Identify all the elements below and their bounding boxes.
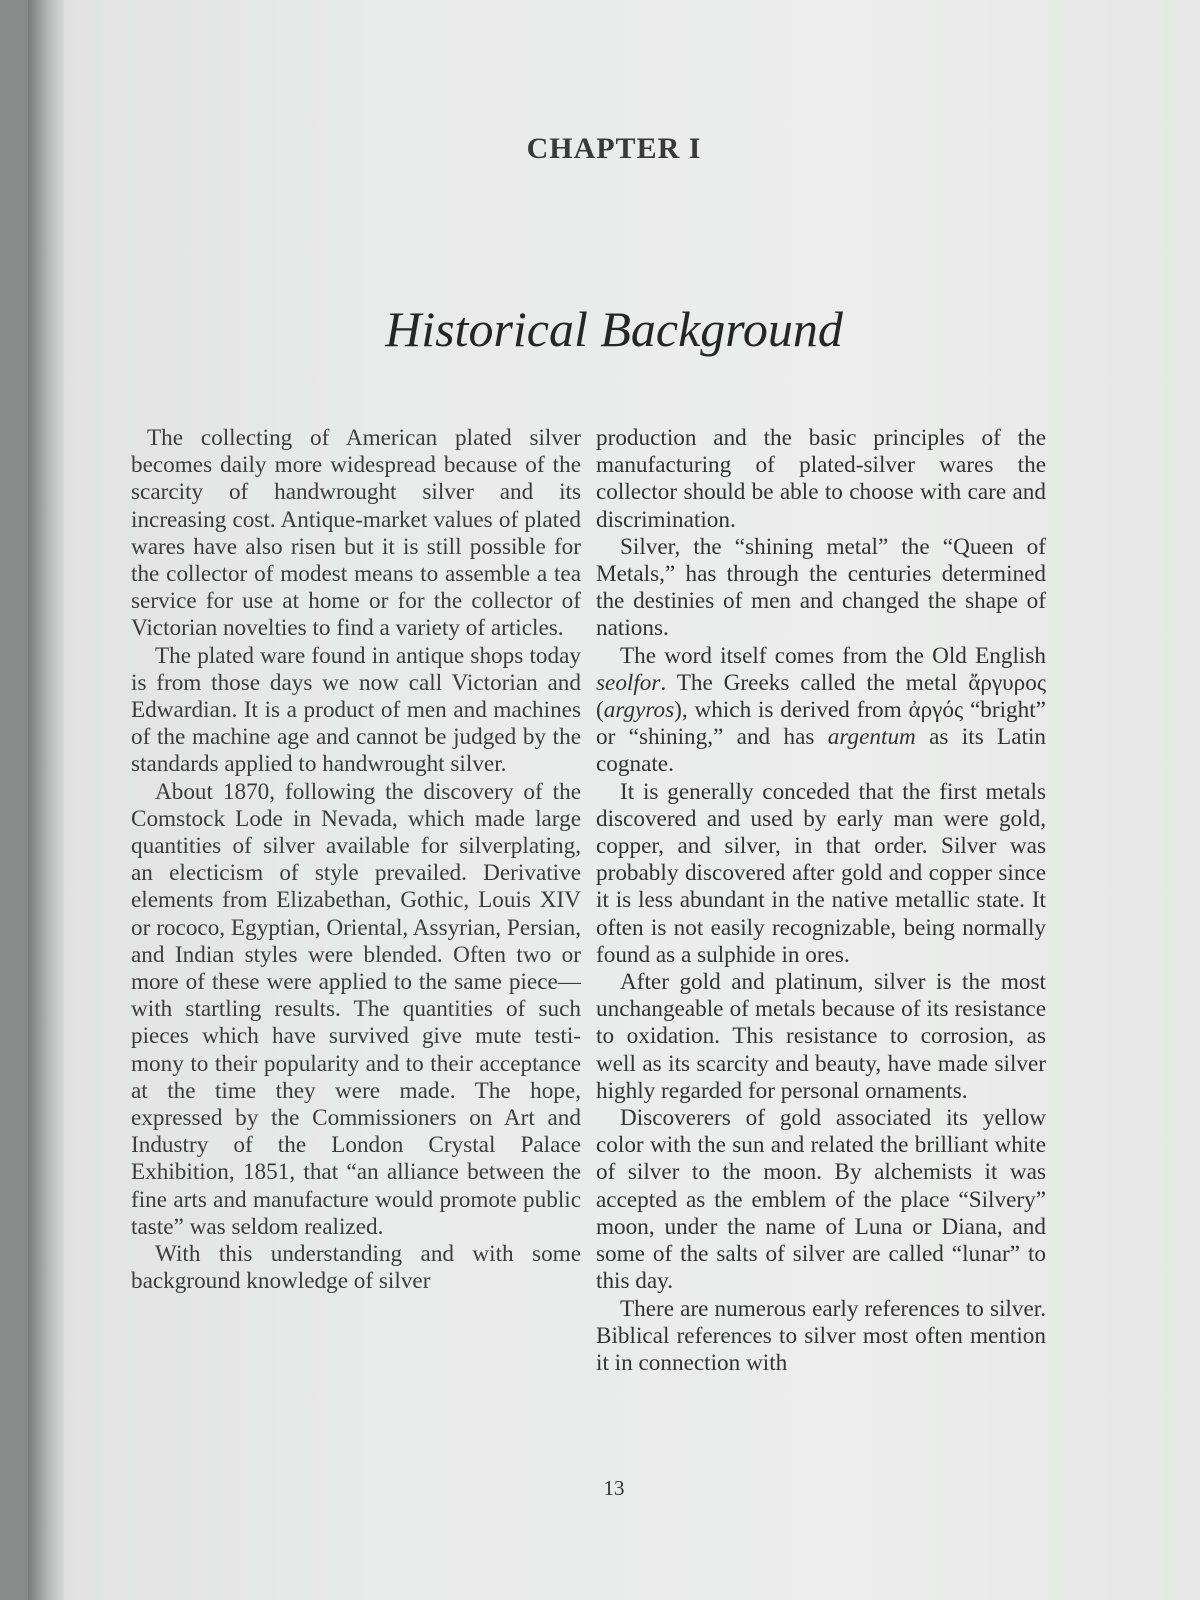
paragraph	[596, 643, 1046, 779]
book-gutter	[28, 0, 64, 1600]
italic-term: argentum	[827, 724, 916, 751]
text: “bright” or “shining,” and has	[596, 697, 1046, 751]
italic-term: seolfor	[596, 669, 661, 696]
paragraph: About 1870, following the discovery of the Comstock Lode in Nevada, which made large quantities of silver available for silverplating, an electicism of style prevailed. Derivative elements from Elizabethan, Gothic, Louis XIV or rococo, Egyptian, Oriental, Assyrian, Persian, and Indian styles were blended. Often two or more of these were applied to the same piece—with startling results. The quantities of such pieces which have survived give mute testimony to their popularity and to their acceptance at the time they were made. The hope, expressed by the Commissioners on Art and Industry of the London Crystal Palace Exhibition, 1851, that “an alliance between the fine arts and manufacture would promote public taste” was seldom realized.	[131, 778, 581, 1240]
paragraph: After gold and platinum, silver is the most unchangeable of metals because of its resistance to oxidation. This resistance to corrosion, as well as its scarcity and beauty, have made silver highly regarded for personal ornaments.	[596, 969, 1046, 1104]
paragraph: Discoverers of gold associated its yellow color with the sun and related the brilliant white of silver to the moon. By alchemists it was accepted as the emblem of the place “Silvery” moon, under the name of Luna or Diana, and some of the salts of silver are called “lunar” to this day.	[596, 1105, 1046, 1295]
chapter-title: Historical Background	[385, 301, 843, 357]
italic-term: argyros	[603, 697, 675, 724]
greek-term: ἄργυρος	[968, 669, 1046, 696]
text: The word itself comes from the Old English	[620, 642, 1046, 669]
paragraph: With this understanding and with some background knowledge of silver	[131, 1241, 581, 1295]
text: ), which is derived from	[674, 697, 909, 724]
text: (	[596, 697, 604, 724]
paragraph: production and the basic principles of the manufacturing of plated-silver wares the collector should be able to choose with care and discrimination.	[596, 425, 1046, 533]
text: . The Greeks called the metal	[660, 669, 969, 696]
book-page	[28, 0, 1200, 1600]
page-number: 13	[603, 1476, 625, 1500]
greek-term: ἀργός	[908, 697, 964, 724]
right-column	[596, 425, 1046, 1425]
chapter-heading: CHAPTER I	[526, 132, 702, 165]
paragraph: There are numerous early references to silver. Biblical references to silver most often mention it in connection with	[596, 1295, 1046, 1376]
left-column	[131, 425, 581, 1425]
text: as its Latin cognate.	[596, 724, 1046, 778]
paragraph: The collecting of American plated silver becomes daily more widespread because of the scarcity of handwrought silver and its increasing cost. Antique-market values of plated wares have also risen but it is still possible for the collector of modest means to assemble a tea service for use at home or for the collector of Victorian novelties to find a variety of articles.	[131, 425, 581, 642]
paragraph: Silver, the “shining metal” the “Queen of Metals,” has through the centuries determined the destinies of men and changed the shape of nations.	[596, 533, 1046, 642]
paragraph: The plated ware found in antique shops today is from those days we now call Victorian and Edwardian. It is a product of men and machines of the machine age and cannot be judged by the standards applied to handwrought silver.	[131, 642, 581, 778]
paragraph: It is generally conceded that the first metals discovered and used by early man were gold, copper, and silver, in that order. Silver was probably discovered after gold and copper since it is less abundant in the native metallic state. It often is not easily recognizable, being normally found as a sulphide in ores.	[596, 778, 1046, 968]
